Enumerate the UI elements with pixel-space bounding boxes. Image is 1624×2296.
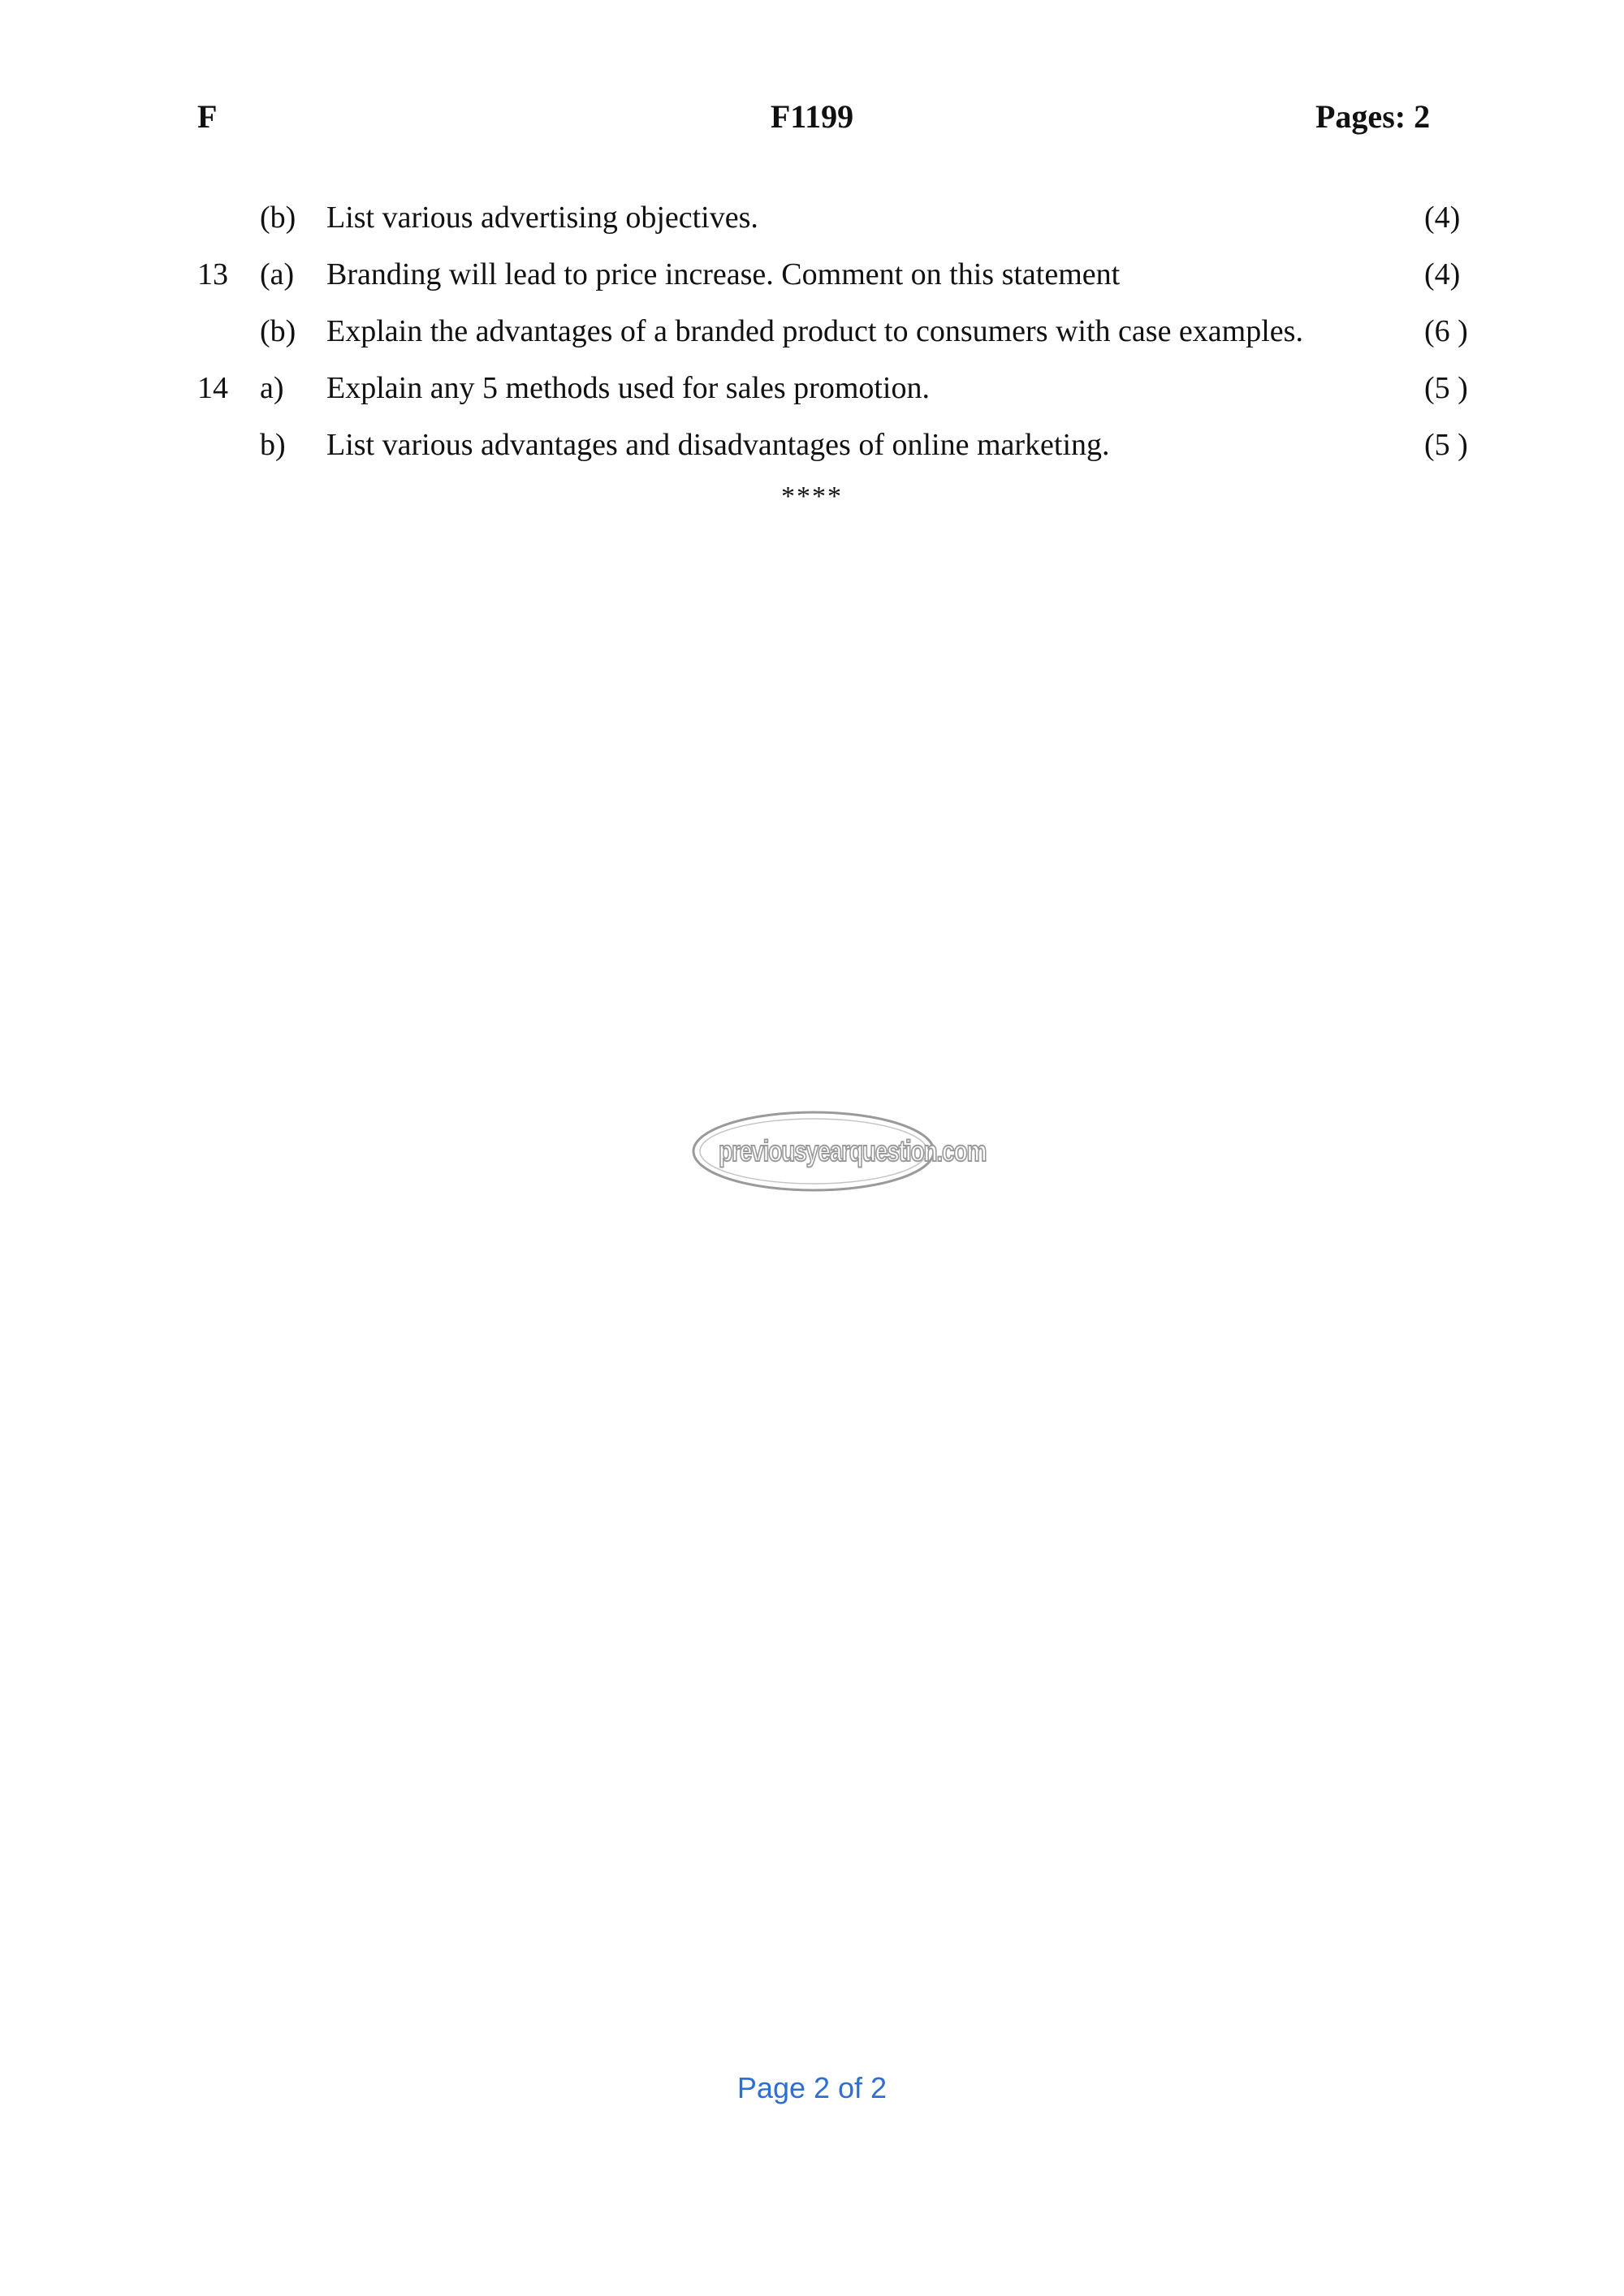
question-row (0, 193, 1624, 242)
page-number-footer: Page 2 of 2 (736, 2071, 888, 2104)
question-part: b) (260, 428, 286, 462)
question-part: (b) (260, 314, 296, 348)
question-row (0, 250, 1624, 299)
question-row (0, 307, 1624, 356)
end-of-paper-marker: **** (781, 481, 843, 511)
question-text: List various advertising objectives. (326, 201, 758, 235)
question-part: a) (260, 371, 284, 405)
watermark-logo (692, 1111, 987, 1192)
question-marks: (6 ) (1424, 314, 1468, 348)
header-paper-code: F1199 (770, 98, 854, 135)
question-part: (a) (260, 257, 295, 291)
question-row (0, 364, 1624, 412)
question-text: Explain the advantages of a branded product to consumers with case examples. (326, 314, 1303, 348)
header-page-count: Pages: 2 (1315, 98, 1431, 135)
watermark-text: previousyearquestion.com (719, 1134, 987, 1167)
question-marks: (5 ) (1424, 428, 1468, 462)
question-part: (b) (260, 201, 296, 235)
question-text: Branding will lead to price increase. Comment on this statement (326, 257, 1121, 291)
question-marks: (4) (1424, 201, 1461, 235)
question-number: 14 (197, 371, 228, 405)
question-marks: (4) (1424, 257, 1461, 291)
question-text: List various advantages and disadvantages of online marketing. (326, 428, 1110, 462)
question-marks: (5 ) (1424, 371, 1468, 405)
question-row (0, 421, 1624, 469)
question-text: Explain any 5 methods used for sales promotion. (326, 371, 930, 405)
header-series-letter: F (197, 98, 218, 135)
question-number: 13 (197, 257, 228, 291)
